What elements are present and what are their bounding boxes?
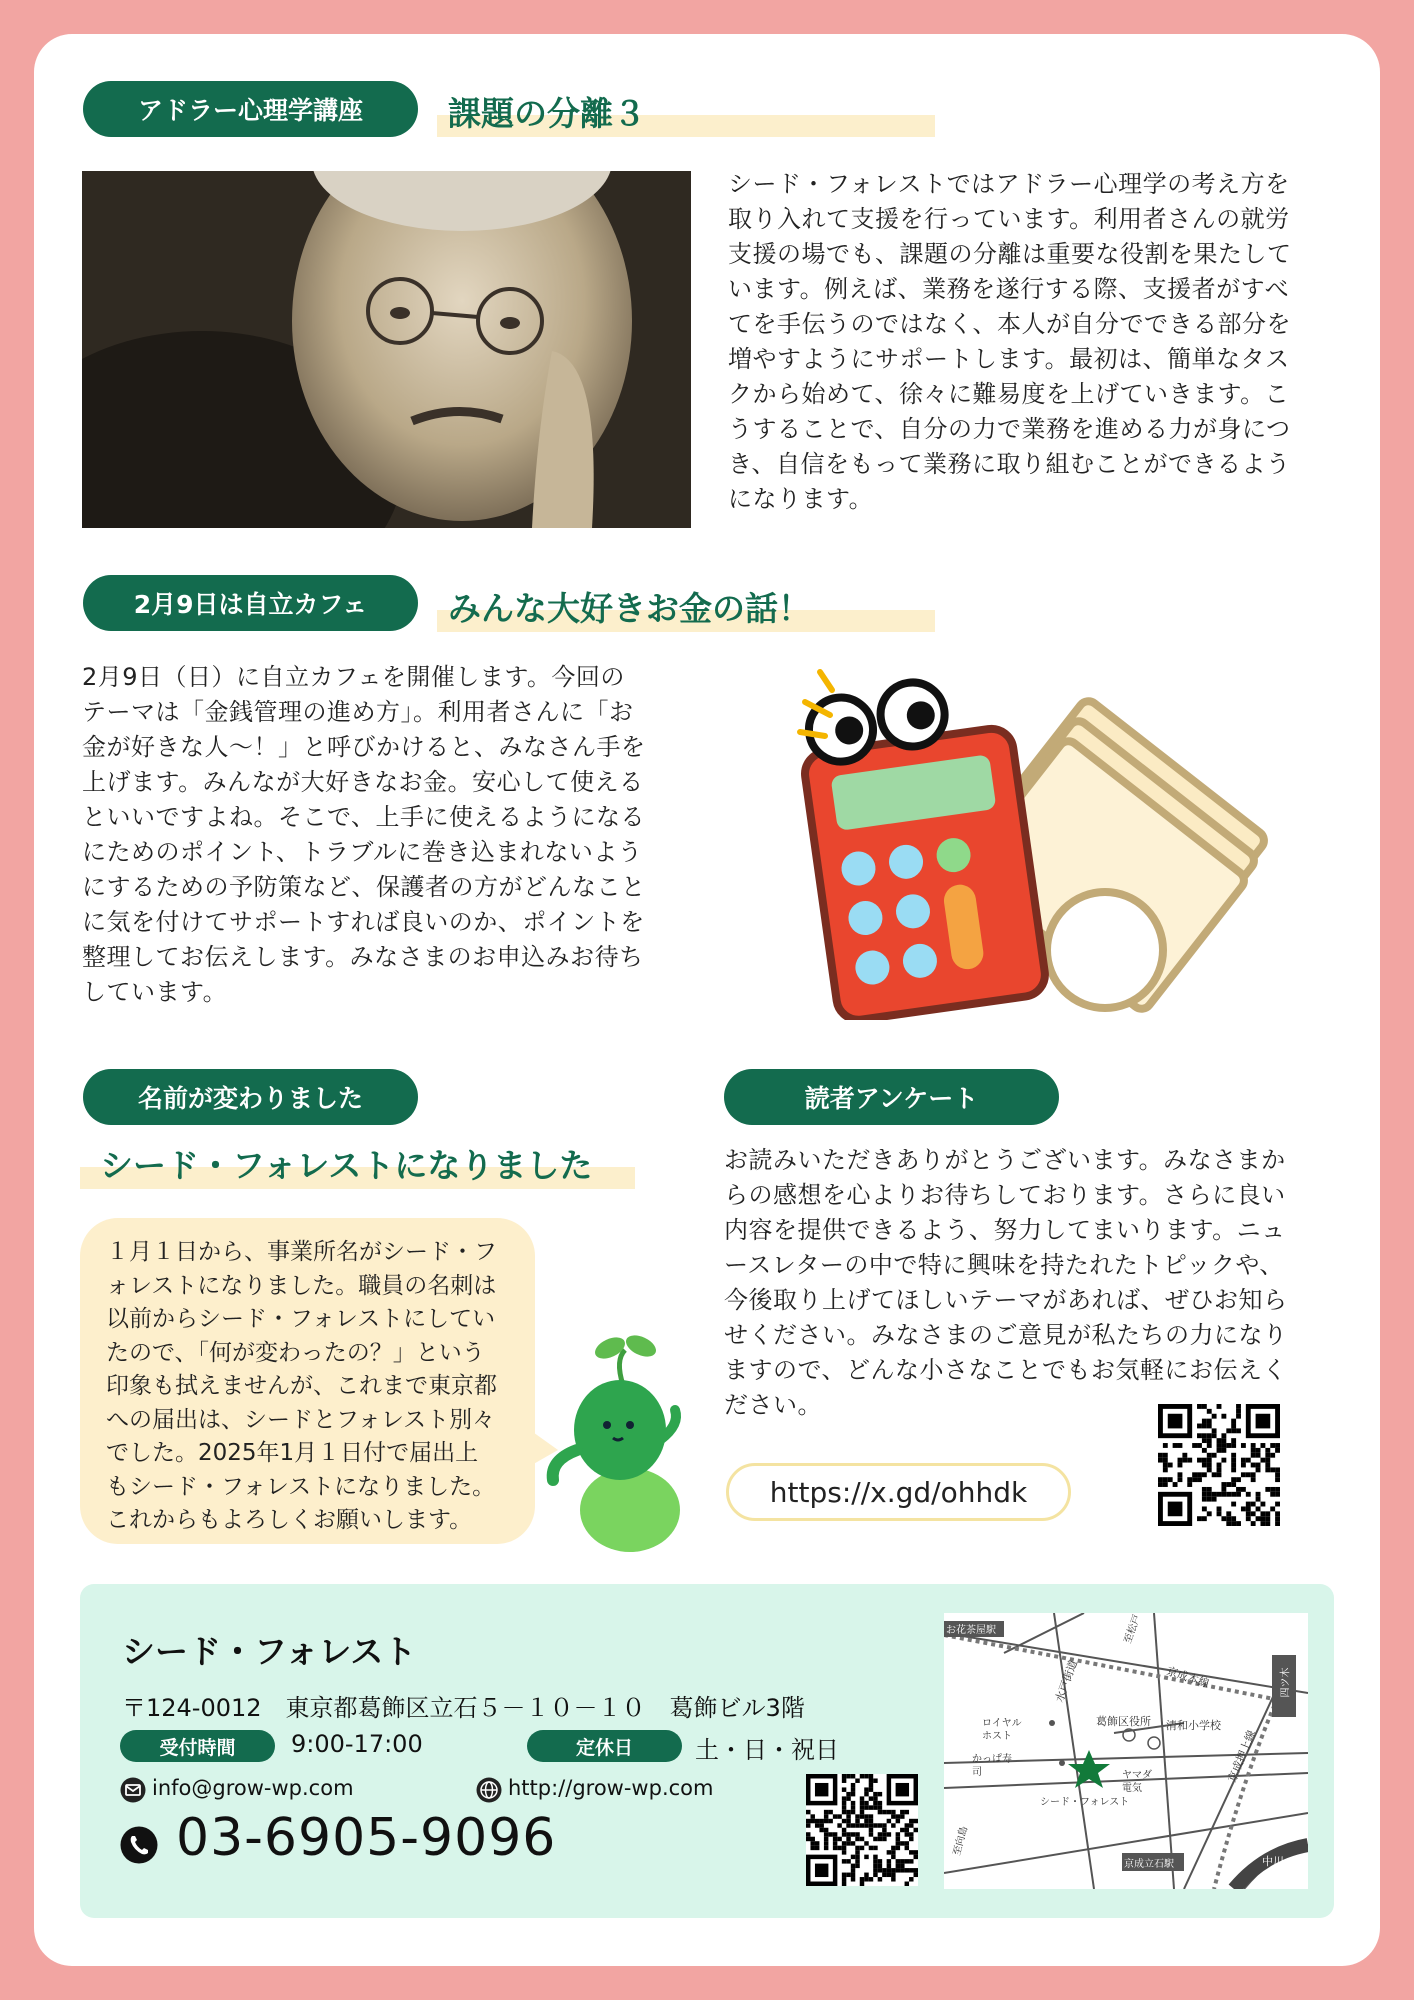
sprout-mascot-illustration	[545, 1330, 705, 1560]
text-line: 2月9日（日）に自立カフェを開催します。今回の	[82, 663, 625, 691]
closed-value: 土・日・祝日	[695, 1736, 839, 1764]
tag-adler: アドラー心理学講座	[83, 81, 418, 137]
tag-cafe: 2月9日は自立カフェ	[83, 575, 418, 631]
closed-label: 定休日	[527, 1730, 682, 1762]
map-label: 四ツ木	[1280, 1667, 1292, 1698]
text-line: シード・フォレストではアドラー心理学の考え方を	[728, 170, 1290, 198]
mail-icon	[120, 1777, 146, 1803]
map-label: お花茶屋駅	[946, 1625, 996, 1636]
text-line: テーマは「金銭管理の進め方」。利用者さんに「お	[82, 698, 634, 726]
calculator	[794, 670, 1047, 1020]
footer-org-name: シード・フォレスト	[122, 1632, 417, 1671]
text-line: でした。2025年1月１日付で届出上	[106, 1440, 479, 1466]
map-label: ロイヤルホスト	[982, 1718, 1022, 1742]
text-line: 整理してお伝えします。みなさまのお申込みお待ち	[82, 943, 644, 971]
tag-survey: 読者アンケート	[724, 1069, 1059, 1125]
text-line: にためのポイント、トラブルに巻き込まれないよう	[82, 838, 643, 866]
phone-icon	[120, 1826, 158, 1864]
portrait-illustration	[82, 171, 691, 528]
survey-text	[724, 1143, 1334, 1423]
text-line: しています。	[82, 978, 228, 1006]
text-line: お読みいただきありがとうございます。みなさまか	[724, 1146, 1286, 1174]
footer-email[interactable]: info@grow-wp.com	[152, 1776, 354, 1800]
survey-url-link[interactable]: https://x.gd/ohhdk	[726, 1463, 1071, 1521]
map-label: 京成立石駅	[1124, 1859, 1174, 1870]
text-line: ースレターの中で特に興味を持たれたトピックや、	[724, 1251, 1284, 1279]
text-line: てを手伝うのではなく、本人が自分でできる部分を	[728, 310, 1292, 338]
text-line: らの感想を心よりお待ちしております。さらに良い	[724, 1181, 1286, 1209]
qr-pattern	[806, 1774, 918, 1886]
text-line: といいですよね。そこで、上手に使えるようになる	[82, 803, 646, 831]
text-line: 内容を提供できるよう、努力してまいります。ニュ	[724, 1216, 1286, 1244]
text-line: うすることで、自分の力で業務を進める力が身につ	[728, 415, 1291, 443]
map-label: 至松戸	[1122, 1613, 1144, 1646]
map-label: 葛飾区役所	[1096, 1715, 1151, 1728]
text-line: これからもよろしくお願いします。	[106, 1507, 473, 1533]
map-label: ヤマダ電気	[1122, 1770, 1152, 1794]
text-line: クから始めて、徐々に難易度を上げていきます。こ	[728, 380, 1290, 408]
map-label: シード・フォレスト	[1040, 1797, 1130, 1808]
text-line: 増やすようにサポートします。最初は、簡単なタス	[728, 345, 1290, 373]
text-line: になります。	[728, 485, 874, 513]
text-line: ますので、どんな小さなことでもお気軽にお伝えく	[724, 1356, 1288, 1384]
text-line: せください。みなさまのご意見が私たちの力になり	[724, 1321, 1288, 1349]
text-line: たので、「何が変わったの？」という	[106, 1339, 485, 1366]
access-map	[944, 1613, 1308, 1889]
calculator-money-illustration	[760, 660, 1300, 1020]
globe-icon	[476, 1777, 502, 1803]
name-change-text	[106, 1236, 526, 1538]
hours-label: 受付時間	[120, 1730, 275, 1762]
title-adler: 課題の分離３	[448, 94, 646, 133]
text-line: １月１日から、事業所名がシード・フ	[106, 1239, 497, 1265]
map-label: 水戸街道	[1052, 1658, 1081, 1705]
map-label: 清和小学校	[1166, 1719, 1221, 1732]
title-name-change: シード・フォレストになりました	[100, 1146, 593, 1185]
cafe-text	[82, 660, 702, 1010]
map-label: 京成押上線	[1225, 1728, 1259, 1785]
survey-qr-code[interactable]	[1158, 1404, 1280, 1526]
footer-phone[interactable]: 03-6905-9096	[176, 1808, 557, 1868]
text-line: にするための予防策など、保護者の方がどんなこと	[82, 873, 646, 901]
text-line: 金が好きな人〜！」と呼びかけると、みなさん手を	[82, 733, 646, 761]
text-line: に気を付けてサポートすれば良いのか、ポイントを	[82, 908, 645, 936]
text-line: ォレストになりました。職員の名刺は	[106, 1272, 497, 1299]
text-line: 今後取り上げてほしいテーマがあれば、ぜひお知ら	[724, 1286, 1288, 1314]
map-label: 京成本線	[1164, 1664, 1211, 1691]
text-line: への届出は、シードとフォレスト別々	[106, 1406, 496, 1433]
footer-address: 〒124-0012 東京都葛飾区立石５－１０－１０ 葛飾ビル3階	[122, 1694, 805, 1722]
text-line: 支援の場でも、課題の分離は重要な役割を果たして	[728, 240, 1292, 268]
map-illustration	[944, 1613, 1308, 1889]
text-line: 印象も拭えませんが、これまで東京都	[106, 1373, 497, 1399]
text-line: 以前からシード・フォレストにしてい	[106, 1306, 496, 1332]
text-line: ださい。	[724, 1391, 822, 1419]
tag-name-change: 名前が変わりました	[83, 1069, 418, 1125]
map-label: 中川	[1262, 1855, 1284, 1868]
title-cafe: みんな大好きお金の話！	[448, 589, 811, 628]
adler-portrait	[82, 171, 691, 528]
map-label: かっぱ寿司	[972, 1754, 1012, 1778]
text-line: います。例えば、業務を遂行する際、支援者がすべ	[728, 275, 1290, 303]
text-line: もシード・フォレストになりました。	[106, 1473, 496, 1500]
text-line: き、自信をもって業務に取り組むことができるよう	[728, 450, 1291, 478]
footer-website[interactable]: http://grow-wp.com	[508, 1776, 714, 1800]
text-line: 上げます。みんなが大好きなお金。安心して使える	[82, 768, 644, 796]
hours-value: 9:00-17:00	[291, 1730, 423, 1758]
map-label: 至向島	[951, 1825, 971, 1857]
text-line: 取り入れて支援を行っています。利用者さんの就労	[728, 205, 1290, 233]
website-qr-code[interactable]	[806, 1774, 918, 1886]
qr-pattern	[1158, 1404, 1280, 1526]
adler-text	[728, 167, 1328, 517]
